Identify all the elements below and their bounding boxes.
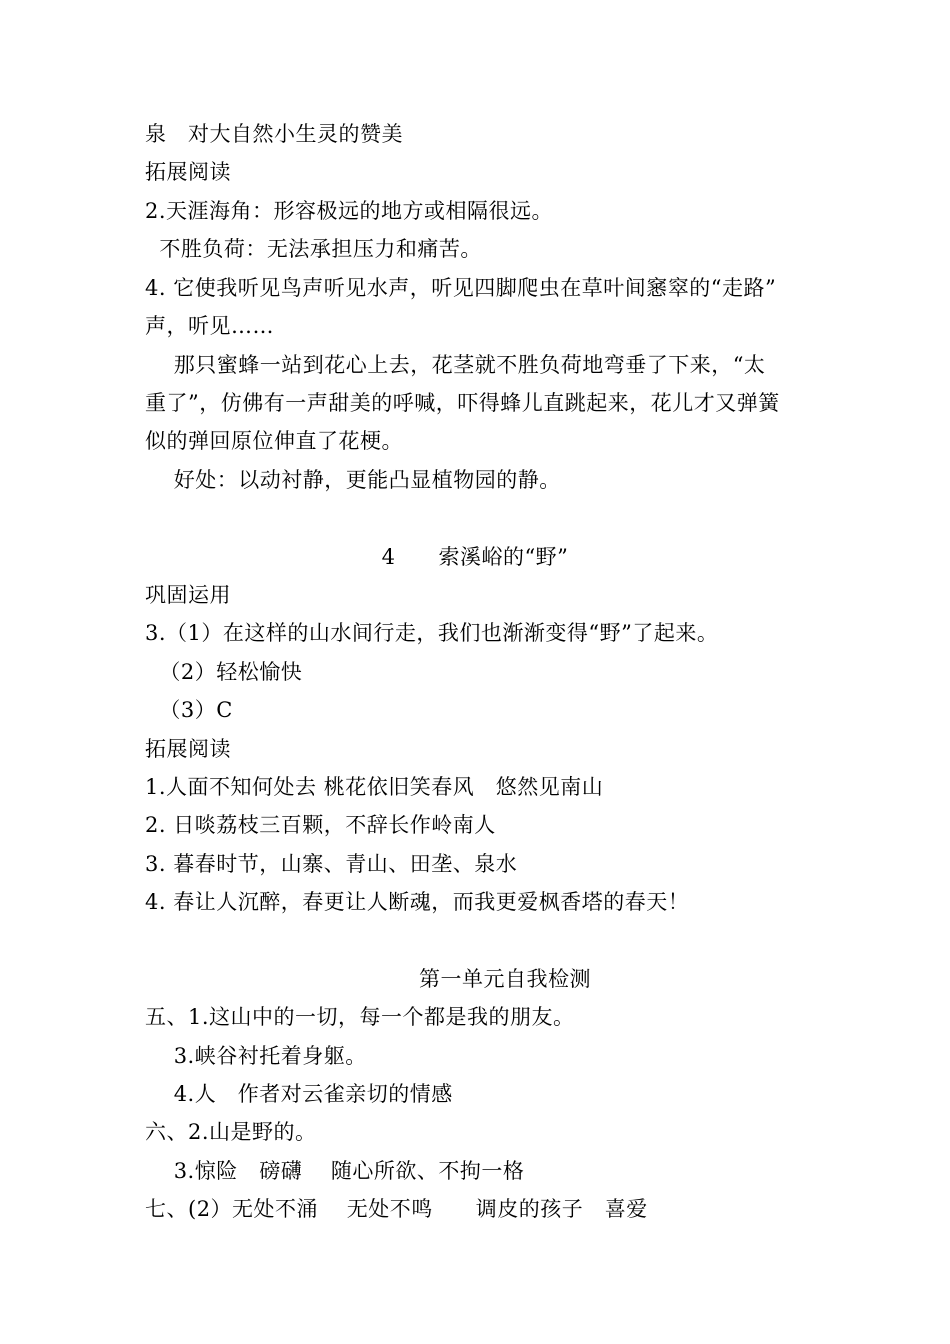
answer-line: 2. 日啖荔枝三百颗，不辞长作岭南人 (145, 813, 496, 837)
answer-line: 2.天涯海角：形容极远的地方或相隔很远。 (145, 199, 554, 223)
answer-line: 4.人 作者对云雀亲切的情感 (145, 1082, 453, 1106)
answer-line: 泉 对大自然小生灵的赞美 (145, 122, 403, 146)
answer-line: 五、1.这山中的一切，每一个都是我的朋友。 (145, 1005, 575, 1029)
answer-line: 好处：以动衬静，更能凸显植物园的静。 (145, 468, 561, 492)
section-title: 第一单元自我检测 (419, 967, 591, 991)
answer-line: 声，听见…… (145, 314, 274, 338)
answer-line: 4. 它使我听见鸟声听见水声，听见四脚爬虫在草叶间窸窣的“走路” (145, 276, 777, 300)
answer-line: 七、(2）无处不涌 无处不鸣 调皮的孩子 喜爱 (145, 1197, 648, 1221)
answer-line: 不胜负荷：无法承担压力和痛苦。 (145, 237, 482, 261)
answer-line: 六、2.山是野的。 (145, 1120, 317, 1144)
answer-line: 重了”，仿佛有一声甜美的呼喊，吓得蜂儿直跳起来，花儿才又弹簧 (145, 391, 780, 415)
answer-line: （3）C (145, 698, 233, 722)
answer-line: 4. 春让人沉醉，春更让人断魂，而我更爱枫香塔的春天！ (145, 890, 690, 914)
subsection-heading: 拓展阅读 (145, 160, 231, 184)
answer-line: 1.人面不知何处去 桃花依旧笑春风 悠然见南山 (145, 775, 604, 799)
answer-line: 3.（1）在这样的山水间行走，我们也渐渐变得“野”了起来。 (145, 621, 719, 645)
section-title: 4 索溪峪的“野” (381, 545, 569, 569)
answer-line: 那只蜜蜂一站到花心上去，花茎就不胜负荷地弯垂了下来，“太 (145, 353, 766, 377)
answer-line: 3. 暮春时节，山寨、青山、田垄、泉水 (145, 852, 518, 876)
answer-line: （2）轻松愉快 (145, 660, 303, 684)
answer-line: 3.峡谷衬托着身躯。 (145, 1044, 367, 1068)
subsection-heading: 拓展阅读 (145, 737, 231, 761)
answer-line: 3.惊险 磅礴 随心所欲、不拘一格 (145, 1159, 525, 1183)
subsection-heading: 巩固运用 (145, 583, 231, 607)
answer-line: 似的弹回原位伸直了花梗。 (145, 429, 403, 453)
